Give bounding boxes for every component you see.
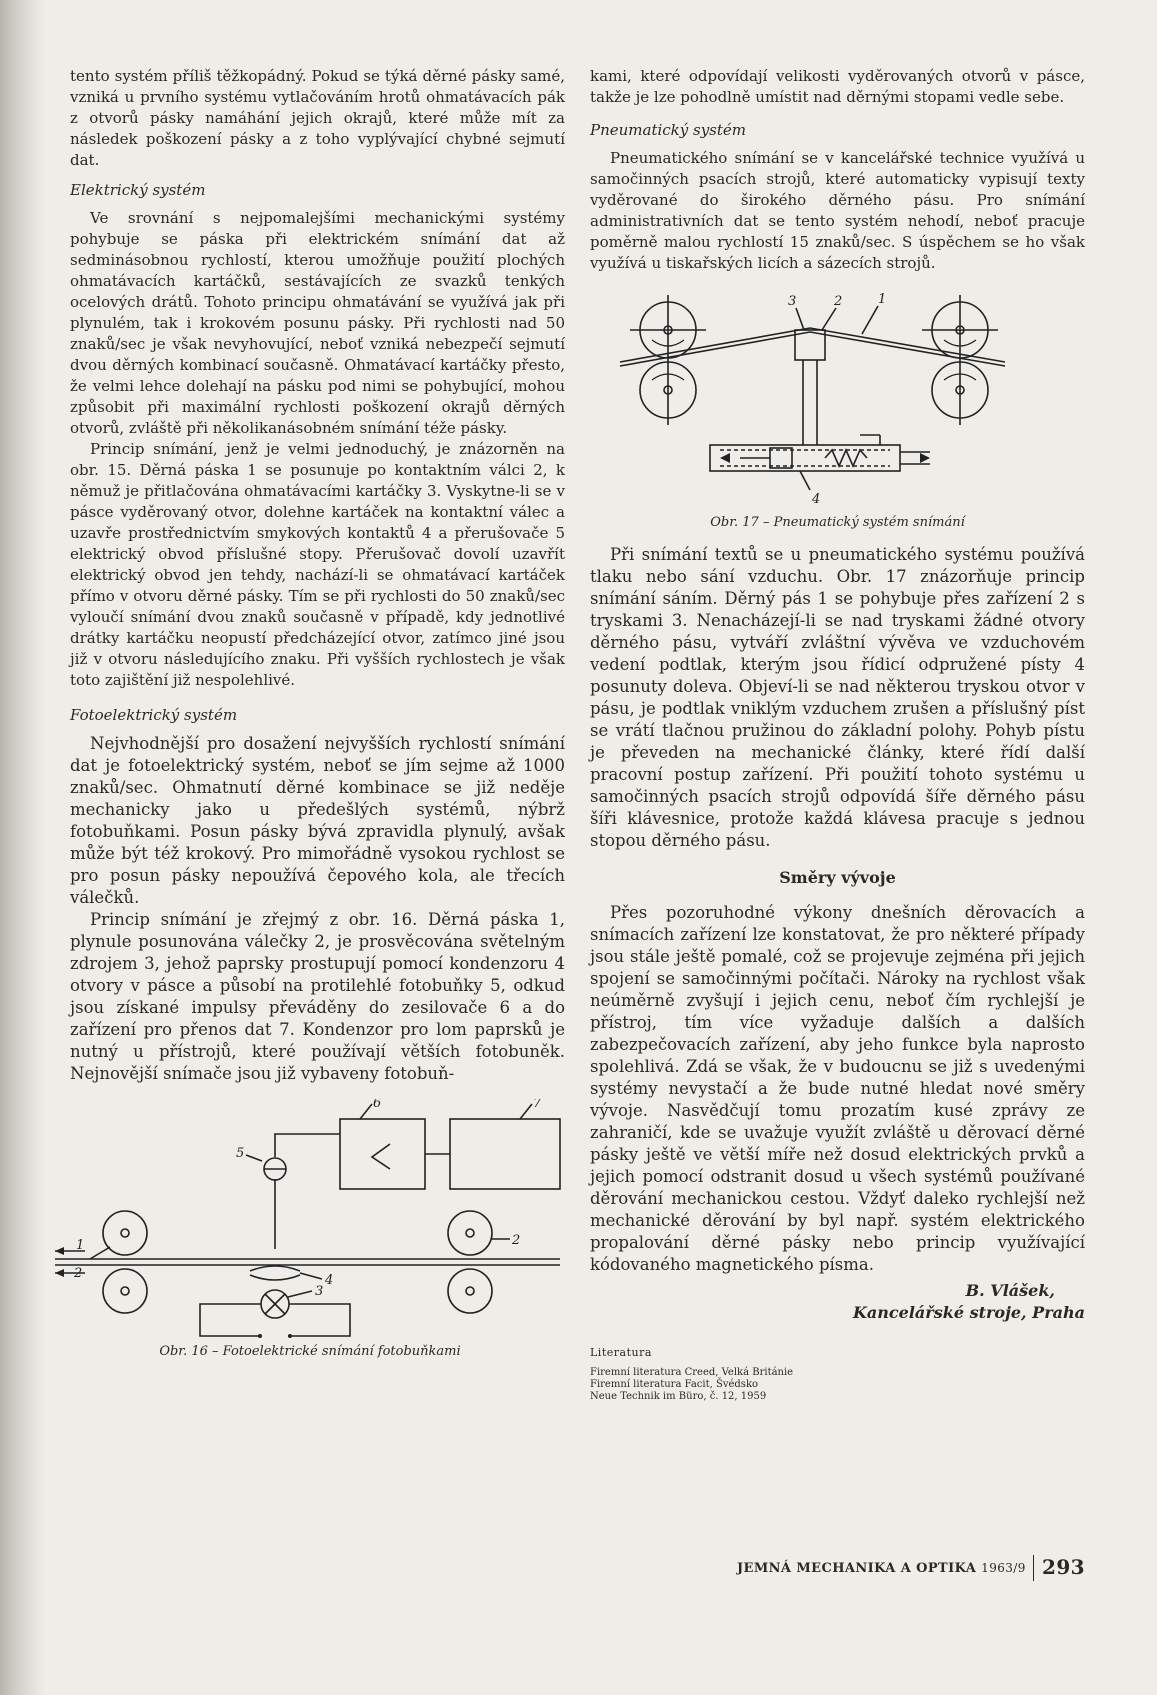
book-spine-shadow: [0, 0, 46, 1695]
literature-item: Neue Technik im Büro, č. 12, 1959: [590, 1391, 767, 1402]
paragraph-pneu-2: Při snímání textů se u pneumatického systému používá tlaku nebo sání vzduchu. Obr. 17 znázorňuje princip snímání sáním. Děrný pás 1 se pohybuje přes zařízení 2 s tryskami 3. Nenacházejí-li se nad tryskami žádné otvory děrného pásu, vytváří zvláštní vývěva ve vzduchovém vedení podtlak, kterým jsou řídicí odpružené písty 4 posunuty doleva. Objeví-li se nad některou tryskou otvor v pásu, je podtlak vniklým vzduchem zrušen a příslušný píst se vrátí tlačnou pružinou do základní polohy. Pohyb pístu je převeden na mechanické články, které řídí další pracovní postup zařízení. Při použití tohoto systému u samočinných psacích strojů odpovídá šíře děrného pásu šíři klávesnice, protože každá klávesa pracuje s jednou stopou děrného pásu.: [590, 545, 1085, 850]
figure-17-diagram: [590, 290, 1085, 510]
author-affiliation: Kancelářské stroje, Praha: [853, 1303, 1085, 1322]
paragraph-elektricky-2: Princip snímání, jenž je velmi jednoduchý, je znázorněn na obr. 15. Děrná páska 1 se posunuje po kontaktním válci 2, k němuž je přitlačována ohmatávacími kartáčky 3. Vyskytne-li se v pásce vyděrovaný otvor, dolehne kartáček na kontaktní válec a uzavře prostřednictvím smykových kontaktů 4 a přerušovače 5 elektrický obvod příslušné stopy. Přerušovač dovolí uzavřít elektrický obvod jen tehdy, nachází-li se ohmatávací kartáček přímo v otvoru děrné pásky. Tím se při rychlosti do 50 znaků/sec vyloučí snímání dvou znaků současně v případě, kdy jednotlivé drátky kartáčku neopustí předcházející otvor, zatímco jiné jsou již v otvoru následujícího znaku. Při vyšších rychlostech je však toto zajištění již nespolehlivé.: [70, 440, 565, 689]
right-column: [590, 66, 1085, 1403]
fig16-label-6: 6: [373, 1099, 382, 1111]
literature-item: Firemní literatura Creed, Velká Británie: [590, 1367, 794, 1378]
author-name: B. Vlášek,: [965, 1281, 1055, 1300]
figure-16: [50, 1099, 570, 1359]
fig16-label-4: 4: [325, 1273, 334, 1288]
heading-elektricky-system: Elektrický systém: [70, 181, 206, 199]
fig17-label-1: 1: [878, 292, 887, 307]
paragraph-elektricky-1: Ve srovnání s nejpomalejšími mechanickými systémy pohybuje se páska při elektrickém snímání dat až sedminásobnou rychlostí, kterou umožňuje použití plochých ohmatávacích kartáčků, sestávajících ze svazků tenkých ocelových drátů. Tohoto principu ohmatávání se využívá jak při plynulém, tak i krokovém posunu pásky. Při rychlosti nad 50 znaků/sec je však nevyhovující, neboť vzniká nebezpečí sejmutí dvou děrných kombinací současně. Ohmatávací kartáčky přesto, že velmi lehce dolehají na pásku pod nimi se pohybující, mohou způsobit při maximální rychlosti poškození okrajů děrných otvorů, zvláště při několikanásobném snímání téže pásky.: [70, 209, 565, 437]
heading-smery-vyvoje: Směry vývoje: [779, 868, 896, 887]
literature-heading: Literatura: [590, 1346, 652, 1359]
figure-17: [590, 290, 1085, 536]
fig17-label-4: 4: [812, 492, 821, 507]
fig16-label-2-right: 2: [512, 1233, 521, 1248]
paragraph-smery: Přes pozoruhodné výkony dnešních děrovacích a snímacích zařízení lze konstatovat, že pro některé případy jsou stále ještě pomalé, což se projevuje zejména při jejich spojení se samočinnými počítači. Nároky na rychlost však neúměrně zvyšují i jejich cenu, neboť čím rychlejší je přístroj, tím více vyžaduje dalších a dalších zabezpečovacích zařízení, aby jeho funkce byla naprosto spolehlivá. Zdá se však, že v budoucnu se již s uvedenými systémy nevystačí a že bude nutné hledat nové směry vývoje. Nasvědčují tomu prozatím kusé zprávy ze zahraničí, kde se uvažuje využít zvláště u děrovací děrné pásky ještě ve větší míře než dosud elektrických prvků a jejich pomocí odstranit dosud u všech systémů používané děrování mechanickou cestou. Vždyť daleko rychlejší než mechanické děrování by byl např. systém elektrického propalování děrné pásky nebo princip využívající kódovaného magnetického písma.: [590, 903, 1085, 1274]
fig16-label-1: 1: [76, 1238, 85, 1253]
heading-fotoelektricky-system: Fotoelektrický systém: [70, 706, 238, 724]
page-number: 293: [1042, 1555, 1085, 1579]
paragraph-foto-2: Princip snímání je zřejmý z obr. 16. Děrná páska 1, plynule posunována válečky 2, je prosvěcována světelným zdrojem 3, jehož paprsky prostupují pomocí kondenzoru 4 otvory v pásce a působí na protilehlé fotobuňky 5, odkud jsou získané impulsy převáděny do zesilovače 6 a do zařízení pro přenos dat 7. Kondenzor pro lom paprsků je nutný u přístrojů, které používají větších fotobuněk. Nejnovější snímače jsou již vybaveny fotobuň-: [70, 910, 565, 1083]
fig16-label-7: 7: [533, 1099, 542, 1111]
footer-divider: [1033, 1555, 1034, 1581]
fig16-label-5: 5: [236, 1146, 245, 1161]
figure-17-caption: Obr. 17 – Pneumatický systém snímání: [710, 515, 965, 530]
page-footer: [737, 1553, 1085, 1583]
paragraph-pneu-1: Pneumatického snímání se v kancelářské technice využívá u samočinných psacích strojů, které automaticky vypisují texty vyděrované do širokého děrného pásu. Pro snímání administrativních dat se tento systém nehodí, neboť pracuje poměrně malou rychlostí 15 znaků/sec. S úspěchem se ho však využívá u tiskařských licích a sázecích strojů.: [590, 149, 1085, 272]
literature-item: Firemní literatura Facit, Švédsko: [590, 1379, 759, 1390]
left-column: [70, 66, 565, 1359]
fig17-label-3: 3: [788, 294, 797, 309]
journal-issue: 1963/9: [981, 1561, 1026, 1575]
paragraph-intro: tento systém příliš těžkopádný. Pokud se týká děrné pásky samé, vzniká u prvního systému vytlačováním hrotů ohmatávacích pák z otvorů pásky namáhání jejich okrajů, které může mít za následek poškození pásky a z toho vyplývající chybné sejmutí dat.: [70, 67, 565, 169]
fig16-label-3: 3: [315, 1284, 324, 1299]
heading-pneumaticky-system: Pneumatický systém: [590, 121, 747, 139]
fig17-label-2: 2: [834, 294, 843, 309]
fig16-label-2-left: 2: [74, 1266, 83, 1281]
paragraph-foto-1: Nejvhodnější pro dosažení nejvyšších rychlostí snímání dat je fotoelektrický systém, neboť se jím sejme až 1000 znaků/sec. Ohmatnutí děrné kombinace se již neděje mechanicky jako u předešlých systémů, nýbrž fotobuňkami. Posun pásky bývá zpravidla plynulý, avšak může být též krokový. Pro mimořádně vysokou rychlost se pro posun pásky nepoužívá čepového kola, ale třecích válečků.: [70, 734, 565, 907]
paragraph-continuation: kami, které odpovídají velikosti vyděrovaných otvorů v pásce, takže je lze pohodlně umístit nad děrnými stopami vedle sebe.: [590, 67, 1085, 106]
journal-title-line: [737, 1561, 1026, 1576]
figure-16-caption: Obr. 16 – Fotoelektrické snímání fotobuňkami: [159, 1344, 461, 1359]
journal-title: JEMNÁ MECHANIKA A OPTIKA: [737, 1561, 977, 1576]
figure-16-diagram: [50, 1099, 570, 1339]
